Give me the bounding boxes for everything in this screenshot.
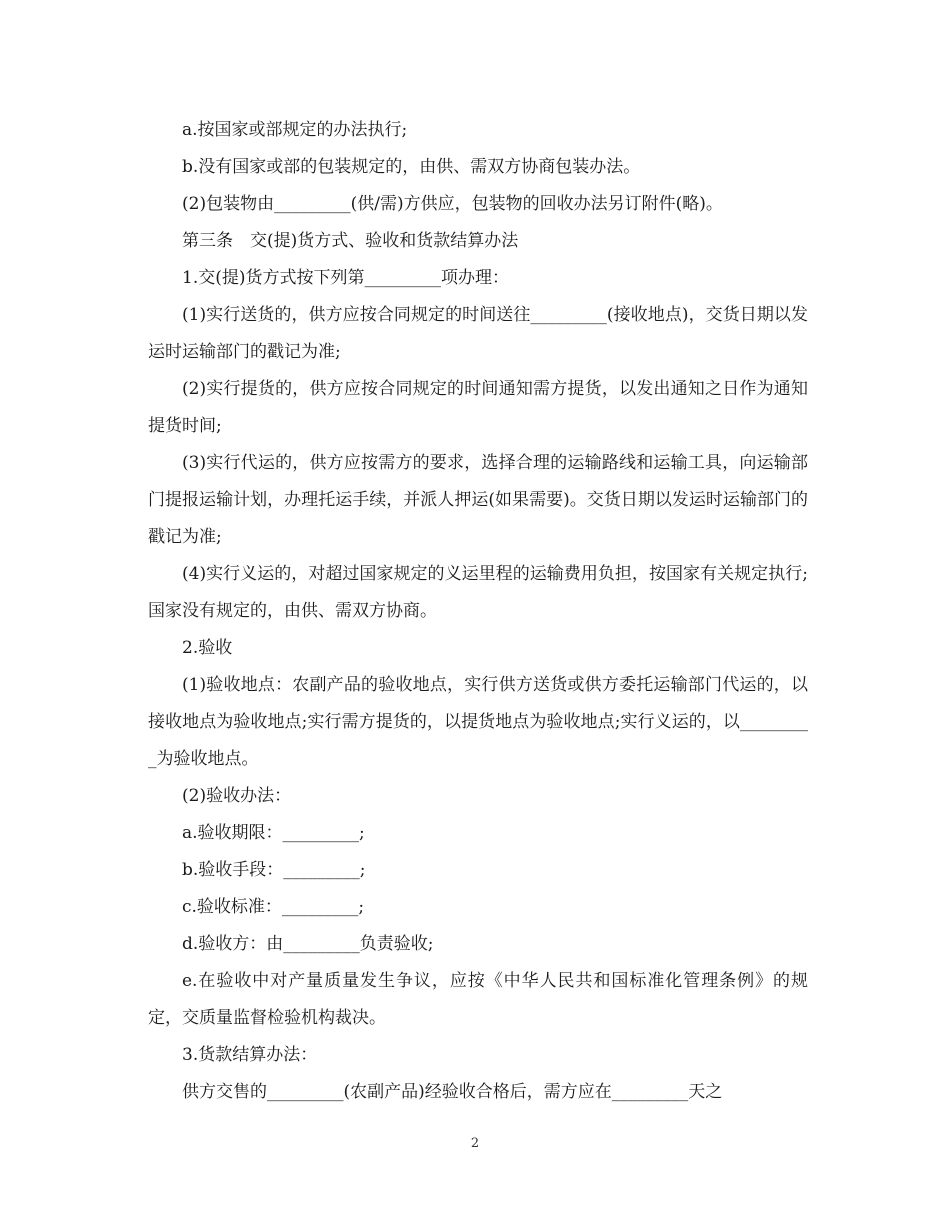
paragraph-packaging-supplier: (2)包装物由_________(供/需)方供应，包装物的回收办法另订附件(略)。 (182, 194, 723, 214)
document-body (148, 112, 808, 1111)
page-number: 2 (470, 1136, 480, 1151)
paragraph-acceptance-period: a.验收期限：_________; (182, 823, 365, 843)
paragraph-acceptance-party: d.验收方：由_________负责验收; (182, 934, 434, 954)
paragraph-delivery-agent: (3)实行代运的，供方应按需方的要求，选择合理的运输路线和运输工具，向运输部门提报运输计划，办理托运手续，并派人押运(如果需要)。交货日期以发运时运输部门的戳记为准; (148, 453, 808, 547)
paragraph-acceptance-location: (1)验收地点：农副产品的验收地点，实行供方送货或供方委托运输部门代运的，以接收地点为验收地点;实行需方提货的，以提货地点为验收地点;实行义运的，以_________为验收地点。 (148, 675, 808, 769)
paragraph-acceptance-means: b.验收手段：_________; (182, 860, 366, 880)
paragraph-acceptance-dispute: e.在验收中对产量质量发生争议，应按《中华人民共和国标准化管理条例》的规定，交质量监督检验机构裁决。 (148, 971, 808, 1028)
paragraph-acceptance-standard: c.验收标准：_________; (182, 897, 365, 917)
paragraph-packaging-b: b.没有国家或部的包装规定的，由供、需双方协商包装办法。 (182, 157, 641, 177)
section-payment-heading: 3.货款结算办法： (182, 1045, 318, 1065)
paragraph-delivery-free: (4)实行义运的，对超过国家规定的义运里程的运输费用负担，按国家有关规定执行;国家没有规定的，由供、需双方协商。 (148, 564, 808, 621)
article-three-heading: 第三条 交(提)货方式、验收和货款结算办法 (182, 231, 519, 251)
paragraph-delivery-method: 1.交(提)货方式按下列第_________项办理： (182, 268, 509, 288)
section-acceptance-heading: 2.验收 (182, 638, 233, 658)
paragraph-acceptance-method: (2)验收办法： (182, 786, 292, 806)
paragraph-packaging-a: a.按国家或部规定的办法执行; (182, 120, 408, 140)
paragraph-delivery-send: (1)实行送货的，供方应按合同规定的时间送往_________(接收地点)，交货日期以发运时运输部门的戳记为准; (148, 305, 808, 362)
paragraph-payment-terms: 供方交售的_________(农副产品)经验收合格后，需方应在_________天之 (182, 1082, 723, 1102)
paragraph-delivery-pickup: (2)实行提货的，供方应按合同规定的时间通知需方提货，以发出通知之日作为通知提货时间; (148, 379, 808, 436)
